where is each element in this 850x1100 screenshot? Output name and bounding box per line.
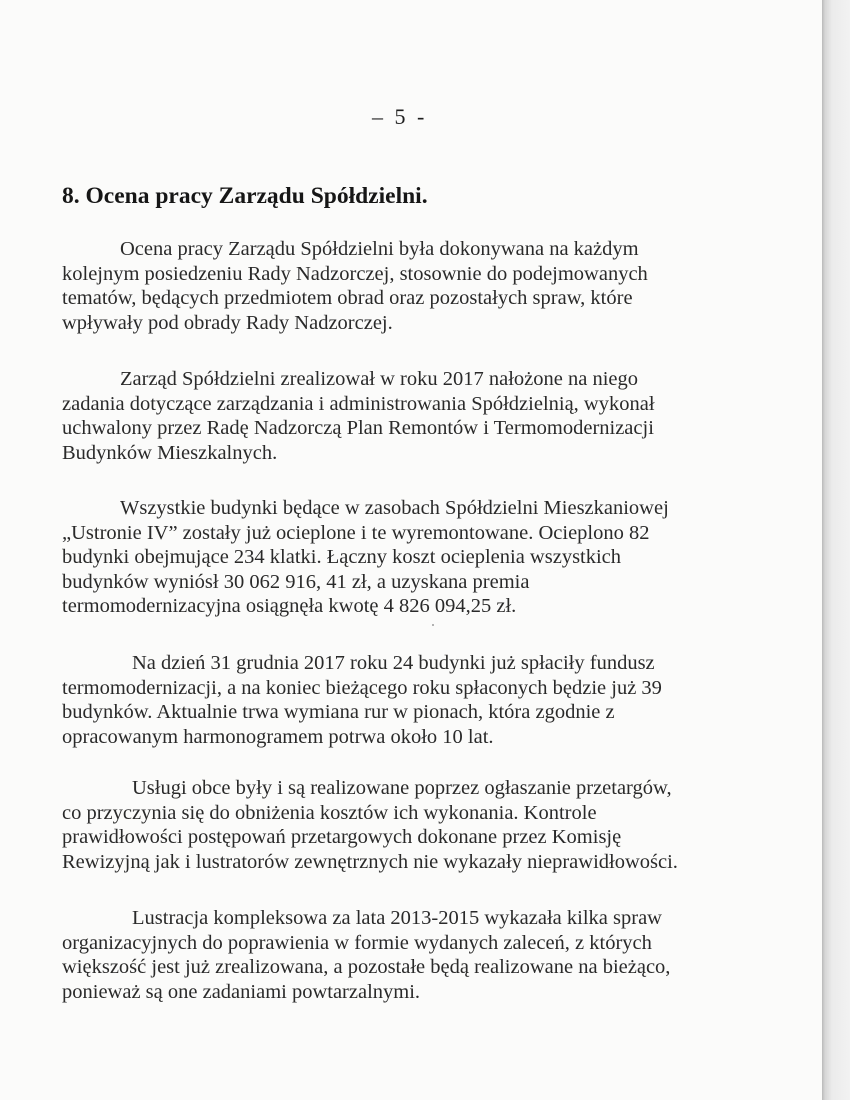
scan-speck bbox=[432, 624, 434, 626]
paragraph-line: organizacyjnych do poprawienia w formie wydanych zaleceń, z których bbox=[62, 931, 652, 954]
paragraph-line: Na dzień 31 grudnia 2017 roku 24 budynki już spłaciły fundusz bbox=[132, 652, 655, 674]
paragraph-line: termomodernizacyjna osiągnęła kwotę 4 826 094,25 zł. bbox=[62, 595, 517, 617]
section-heading: 8. Ocena pracy Zarządu Spółdzielni. bbox=[62, 183, 428, 209]
paragraph-line: prawidłowości postępowań przetargowych dokonane przez Komisję bbox=[62, 826, 622, 848]
paragraph-line: Lustracja kompleksowa za lata 2013-2015 wykazała kilka spraw bbox=[132, 907, 662, 929]
paragraph-line: zadania dotyczące zarządzania i administrowania Spółdzielnią, wykonał bbox=[62, 392, 655, 415]
paragraph-board-tasks bbox=[62, 367, 655, 465]
paragraph-line: Usługi obce były i są realizowane poprzez ogłaszanie przetargów, bbox=[132, 777, 672, 799]
paragraph-line: budynków. Aktualnie trwa wymiana rur w pionach, która zgodnie z bbox=[62, 701, 615, 723]
paragraph-line: Budynków Mieszkalnych. bbox=[62, 441, 278, 464]
paragraph-audit bbox=[62, 906, 670, 1004]
paragraph-line: Rewizyjną jak i lustratorów zewnętrznych nie wykazały nieprawidłowości. bbox=[62, 850, 678, 873]
paragraph-line: ponieważ są one zadaniami powtarzalnymi. bbox=[62, 980, 421, 1003]
paragraph-insulation bbox=[62, 496, 669, 619]
paragraph-line: większość jest już zrealizowana, a pozostałe będą realizowane na bieżąco, bbox=[62, 956, 671, 978]
paragraph-line: budynków wyniósł 30 062 916, 41 zł, a uzyskana premia bbox=[62, 570, 530, 593]
paragraph-line: Wszystkie budynki będące w zasobach Spółdzielni Mieszkaniowej bbox=[120, 497, 669, 519]
paragraph-line: „Ustronie IV” zostały już ocieplone i te wyremontowane. Ocieplono 82 bbox=[62, 521, 650, 544]
paragraph-line: Ocena pracy Zarządu Spółdzielni była dokonywana na każdym bbox=[120, 238, 639, 260]
paragraph-board-evaluation bbox=[62, 237, 648, 335]
paragraph-line: budynki obejmujące 234 klatki. Łączny koszt ocieplenia wszystkich bbox=[62, 546, 622, 568]
paragraph-line: tematów, będących przedmiotem obrad oraz pozostałych spraw, które bbox=[62, 287, 633, 309]
paragraph-line: wpływały pod obrady Rady Nadzorczej. bbox=[62, 311, 393, 334]
paragraph-line: Zarząd Spółdzielni zrealizował w roku 2017 nałożone na niego bbox=[120, 368, 639, 390]
page-edge-shadow bbox=[822, 0, 850, 1100]
paragraph-line: opracowanym harmonogramem potrwa około 10 lat. bbox=[62, 725, 494, 748]
paragraph-line: termomodernizacji, a na koniec bieżącego roku spłaconych będzie już 39 bbox=[62, 676, 662, 699]
paragraph-thermo-fund bbox=[62, 651, 662, 749]
page-number: – 5 - bbox=[372, 104, 428, 129]
paragraph-line: co przyczynia się do obniżenia kosztów ich wykonania. Kontrole bbox=[62, 801, 597, 824]
paragraph-external-services bbox=[62, 776, 678, 874]
paragraph-line: kolejnym posiedzeniu Rady Nadzorczej, stosownie do podejmowanych bbox=[62, 262, 648, 285]
paragraph-line: uchwalony przez Radę Nadzorczą Plan Remontów i Termomodernizacji bbox=[62, 417, 654, 439]
